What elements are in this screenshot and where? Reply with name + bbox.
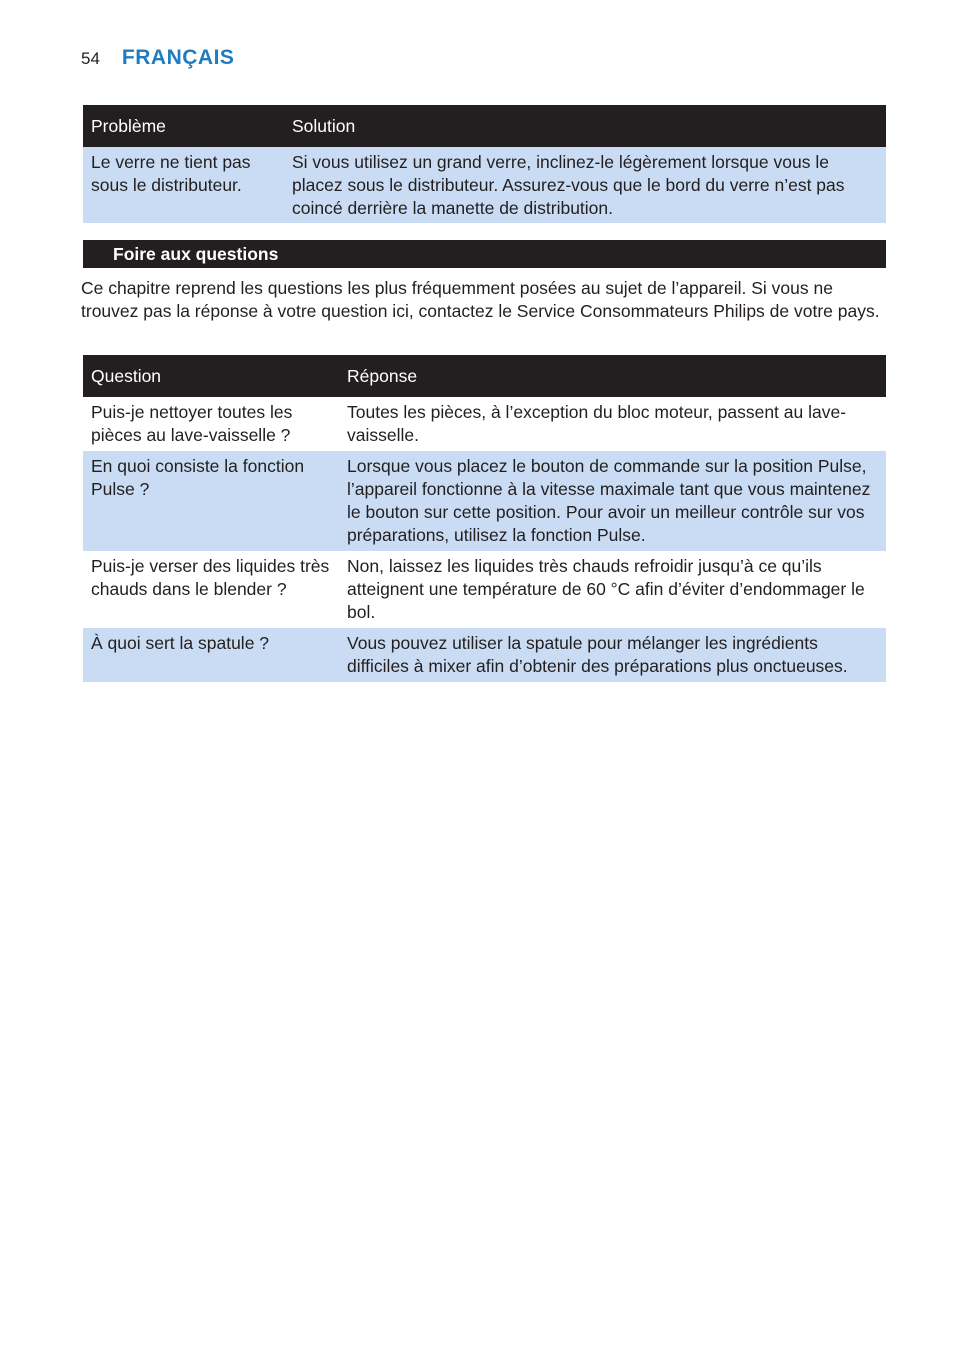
question-cell: À quoi sert la spatule ? [83, 628, 339, 682]
troubleshooting-table [83, 105, 886, 223]
table-header-row [83, 355, 886, 397]
column-header-question: Question [83, 355, 339, 397]
question-cell: Puis-je verser des liquides très chauds dans le blender ? [83, 551, 339, 628]
table-row [83, 551, 886, 628]
solution-cell: Si vous utilisez un grand verre, inclinez-le légèrement lorsque vous le placez sous le distributeur. Assurez-vous que le bord du verre n’est pas coincé derrière la manette de distribution. [284, 147, 886, 223]
question-cell: Puis-je nettoyer toutes les pièces au lave-vaisselle ? [83, 397, 339, 451]
table-header-row [83, 105, 886, 147]
page-header [81, 46, 234, 76]
problem-cell: Le verre ne tient pas sous le distributeur. [83, 147, 284, 223]
answer-cell: Non, laissez les liquides très chauds refroidir jusqu’à ce qu’ils atteignent une température de 60 °C afin d’éviter d’endommager le bol. [339, 551, 886, 628]
answer-cell: Lorsque vous placez le bouton de commande sur la position Pulse, l’appareil fonctionne à la vitesse maximale tant que vous maintenez le bouton sur cette position. Pour avoir un meilleur contrôle sur vos préparations, utilisez la fonction Pulse. [339, 451, 886, 551]
language-title: FRANÇAIS [121, 46, 235, 69]
answer-cell: Toutes les pièces, à l’exception du bloc moteur, passent au lave-vaisselle. [339, 397, 886, 451]
table-row [83, 147, 886, 223]
section-heading: Foire aux questions [83, 240, 886, 268]
section-intro: Ce chapitre reprend les questions les plus fréquemment posées au sujet de l’appareil. Si vous ne trouvez pas la réponse à votre question ici, contactez le Service Consommateurs Philips de votre pays. [81, 278, 880, 321]
question-cell: En quoi consiste la fonction Pulse ? [83, 451, 339, 551]
page-number: 54 [81, 49, 100, 68]
column-header-problem: Problème [83, 105, 284, 147]
table-row [83, 397, 886, 451]
table-row [83, 628, 886, 682]
table-row [83, 451, 886, 551]
column-header-solution: Solution [284, 105, 886, 147]
column-header-answer: Réponse [339, 355, 886, 397]
faq-table [83, 355, 886, 682]
answer-cell: Vous pouvez utiliser la spatule pour mélanger les ingrédients difficiles à mixer afin d’obtenir des préparations plus onctueuses. [339, 628, 886, 682]
